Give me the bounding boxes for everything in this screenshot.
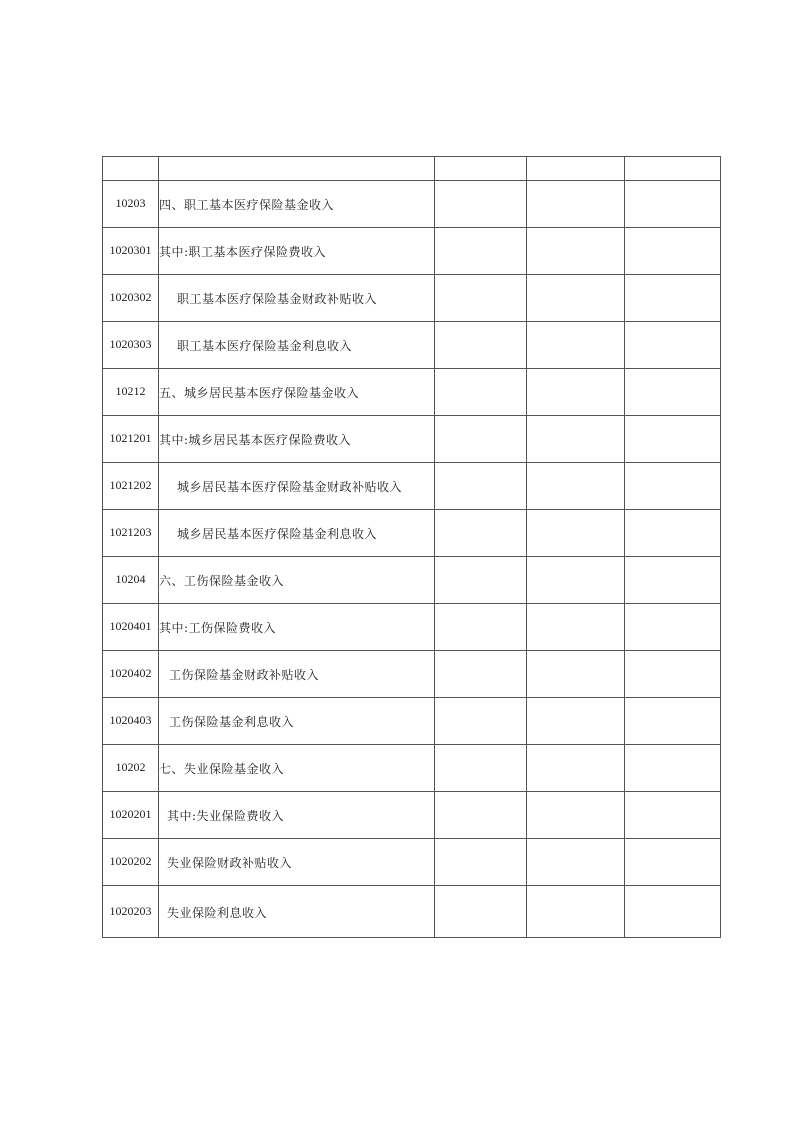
- amount-cell: [527, 322, 625, 369]
- table-row: [103, 651, 721, 698]
- subject-name: 其中:失业保险费收入: [167, 809, 285, 823]
- subject-name: 城乡居民基本医疗保险基金利息收入: [177, 527, 378, 541]
- amount-cell: [435, 792, 527, 839]
- amount-cell: [435, 228, 527, 275]
- table-row: [103, 745, 721, 792]
- amount-cell: [527, 698, 625, 745]
- amount-cell: [625, 651, 721, 698]
- amount-cell: [625, 745, 721, 792]
- amount-cell: [527, 416, 625, 463]
- subject-code: 1020401: [109, 619, 152, 633]
- table-row: [103, 604, 721, 651]
- amount-cell: [435, 181, 527, 228]
- amount-cell: [435, 463, 527, 510]
- subject-name-cell: [159, 839, 435, 886]
- subject-name: 失业保险利息收入: [167, 905, 268, 920]
- amount-cell: [625, 416, 721, 463]
- subject-name-cell: [159, 792, 435, 839]
- subject-code-cell: [103, 275, 159, 322]
- table-row: [103, 369, 721, 416]
- subject-name-cell: [159, 416, 435, 463]
- subject-code: 1020303: [109, 337, 152, 351]
- subject-code: 1020201: [109, 807, 152, 821]
- subject-name-cell: [159, 510, 435, 557]
- subject-code: 10204: [115, 572, 146, 586]
- amount-cell: [625, 698, 721, 745]
- amount-cell: [435, 510, 527, 557]
- amount-cell: [435, 604, 527, 651]
- amount-cell: [527, 181, 625, 228]
- subject-name-cell: [159, 557, 435, 604]
- amount-cell: [435, 651, 527, 698]
- table-row: [103, 322, 721, 369]
- subject-code: 1020301: [109, 243, 152, 257]
- header-cell-amount-2: [527, 157, 625, 181]
- subject-code-cell: [103, 181, 159, 228]
- subject-name: 六、工伤保险基金收入: [159, 574, 285, 588]
- amount-cell: [527, 275, 625, 322]
- table-row: [103, 181, 721, 228]
- amount-cell: [527, 463, 625, 510]
- header-cell-name: [159, 157, 435, 181]
- subject-name: 四、职工基本医疗保险基金收入: [159, 198, 335, 212]
- amount-cell: [527, 228, 625, 275]
- subject-code: 1021203: [109, 525, 152, 539]
- amount-cell: [625, 557, 721, 604]
- subject-code-cell: [103, 369, 159, 416]
- amount-cell: [435, 698, 527, 745]
- subject-code-cell: [103, 698, 159, 745]
- amount-cell: [625, 792, 721, 839]
- subject-code: 1021201: [109, 431, 152, 445]
- subject-name: 工伤保险基金财政补贴收入: [169, 668, 320, 682]
- amount-cell: [527, 604, 625, 651]
- amount-cell: [435, 745, 527, 792]
- table-row: [103, 839, 721, 886]
- subject-name: 其中:职工基本医疗保险费收入: [159, 245, 327, 259]
- subject-name: 职工基本医疗保险基金财政补贴收入: [177, 292, 378, 306]
- subject-code-cell: [103, 463, 159, 510]
- subject-code-cell: [103, 510, 159, 557]
- amount-cell: [527, 839, 625, 886]
- subject-code-cell: [103, 604, 159, 651]
- subject-name-cell: [159, 886, 435, 938]
- subject-name-cell: [159, 463, 435, 510]
- subject-name: 职工基本医疗保险基金利息收入: [177, 339, 353, 353]
- amount-cell: [625, 369, 721, 416]
- subject-code: 1020203: [109, 903, 152, 918]
- subject-name: 七、失业保险基金收入: [159, 762, 285, 776]
- amount-cell: [625, 604, 721, 651]
- table-row: [103, 698, 721, 745]
- subject-code-cell: [103, 557, 159, 604]
- amount-cell: [435, 839, 527, 886]
- subject-name-cell: [159, 322, 435, 369]
- subject-code-cell: [103, 416, 159, 463]
- subject-code: 1020302: [109, 290, 152, 304]
- table-row: [103, 275, 721, 322]
- revenue-table: [102, 156, 721, 938]
- subject-name-cell: [159, 228, 435, 275]
- amount-cell: [527, 510, 625, 557]
- amount-cell: [527, 886, 625, 938]
- subject-code: 1020403: [109, 713, 152, 727]
- amount-cell: [625, 510, 721, 557]
- amount-cell: [527, 792, 625, 839]
- subject-name: 工伤保险基金利息收入: [169, 715, 295, 729]
- subject-code-cell: [103, 745, 159, 792]
- subject-code-cell: [103, 839, 159, 886]
- subject-name-cell: [159, 651, 435, 698]
- subject-code-cell: [103, 886, 159, 938]
- table-row: [103, 510, 721, 557]
- amount-cell: [527, 369, 625, 416]
- amount-cell: [625, 839, 721, 886]
- amount-cell: [625, 886, 721, 938]
- subject-name-cell: [159, 698, 435, 745]
- subject-name: 城乡居民基本医疗保险基金财政补贴收入: [177, 480, 403, 494]
- table-row: [103, 886, 721, 938]
- amount-cell: [625, 228, 721, 275]
- subject-code: 1021202: [109, 478, 152, 492]
- amount-cell: [625, 463, 721, 510]
- amount-cell: [625, 275, 721, 322]
- amount-cell: [625, 322, 721, 369]
- subject-name: 其中:工伤保险费收入: [159, 621, 277, 635]
- amount-cell: [435, 416, 527, 463]
- header-cell-code: [103, 157, 159, 181]
- amount-cell: [527, 651, 625, 698]
- table-row: [103, 792, 721, 839]
- subject-code-cell: [103, 651, 159, 698]
- amount-cell: [527, 745, 625, 792]
- table-row: [103, 416, 721, 463]
- amount-cell: [527, 557, 625, 604]
- table-row: [103, 228, 721, 275]
- subject-name-cell: [159, 369, 435, 416]
- subject-code: 1020402: [109, 666, 152, 680]
- table-row: [103, 557, 721, 604]
- amount-cell: [435, 369, 527, 416]
- amount-cell: [435, 275, 527, 322]
- subject-code-cell: [103, 792, 159, 839]
- amount-cell: [435, 886, 527, 938]
- subject-name-cell: [159, 604, 435, 651]
- subject-name: 其中:城乡居民基本医疗保险费收入: [159, 433, 352, 447]
- subject-name-cell: [159, 275, 435, 322]
- subject-code-cell: [103, 228, 159, 275]
- subject-code: 10202: [115, 760, 146, 774]
- subject-code: 10212: [115, 384, 146, 398]
- subject-name-cell: [159, 181, 435, 228]
- header-cell-amount-1: [435, 157, 527, 181]
- table-header-row: [103, 157, 721, 181]
- subject-code: 1020202: [109, 854, 152, 868]
- subject-name-cell: [159, 745, 435, 792]
- amount-cell: [435, 557, 527, 604]
- amount-cell: [435, 322, 527, 369]
- subject-code-cell: [103, 322, 159, 369]
- subject-name: 失业保险财政补贴收入: [167, 856, 293, 870]
- amount-cell: [625, 181, 721, 228]
- subject-name: 五、城乡居民基本医疗保险基金收入: [159, 386, 360, 400]
- subject-code: 10203: [115, 196, 146, 210]
- table-row: [103, 463, 721, 510]
- header-cell-amount-3: [625, 157, 721, 181]
